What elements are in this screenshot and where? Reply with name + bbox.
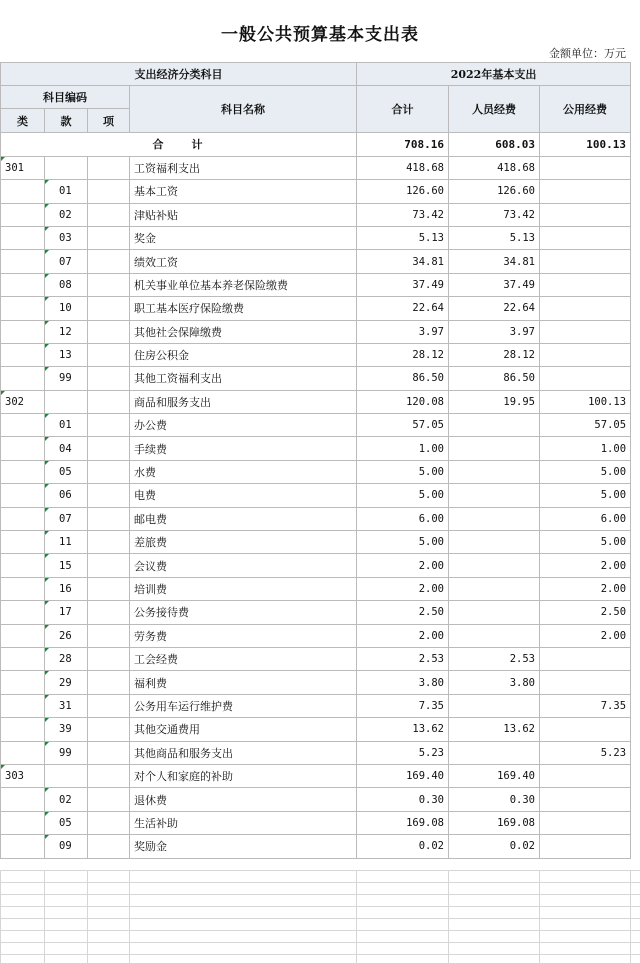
row-kuan: 31	[45, 694, 88, 717]
row-total: 5.00	[357, 460, 449, 483]
row-total: 0.30	[357, 788, 449, 811]
row-staff	[449, 414, 540, 437]
row-subject-name: 其他商品和服务支出	[130, 741, 357, 764]
row-staff: 126.60	[449, 180, 540, 203]
row-total: 34.81	[357, 250, 449, 273]
row-staff: 0.30	[449, 788, 540, 811]
row-total: 120.08	[357, 390, 449, 413]
row-public	[540, 156, 631, 179]
table-row	[1, 437, 631, 460]
row-public	[540, 647, 631, 670]
row-public	[540, 273, 631, 296]
row-xiang	[88, 460, 130, 483]
row-public	[540, 343, 631, 366]
table-row	[1, 180, 631, 203]
row-total: 5.00	[357, 531, 449, 554]
header-lei: 类	[1, 109, 45, 132]
table-row	[1, 601, 631, 624]
row-xiang	[88, 203, 130, 226]
row-public: 6.00	[540, 507, 631, 530]
row-total: 22.64	[357, 297, 449, 320]
header-subject-name: 科目名称	[130, 86, 357, 133]
table-row	[1, 203, 631, 226]
row-xiang	[88, 694, 130, 717]
row-subject-name: 其他社会保障缴费	[130, 320, 357, 343]
header-staff-cost: 人员经费	[449, 86, 540, 133]
row-total: 2.00	[357, 554, 449, 577]
row-public	[540, 367, 631, 390]
row-xiang	[88, 624, 130, 647]
row-subject-name: 奖金	[130, 226, 357, 249]
row-lei	[1, 554, 45, 577]
row-public	[540, 226, 631, 249]
row-xiang	[88, 226, 130, 249]
row-lei	[1, 226, 45, 249]
row-public: 5.00	[540, 531, 631, 554]
header-xiang: 项	[88, 109, 130, 132]
table-row	[1, 250, 631, 273]
row-kuan: 06	[45, 484, 88, 507]
row-kuan: 08	[45, 273, 88, 296]
table-row	[1, 343, 631, 366]
row-total: 2.53	[357, 647, 449, 670]
row-staff	[449, 554, 540, 577]
row-xiang	[88, 437, 130, 460]
row-staff	[449, 507, 540, 530]
row-xiang	[88, 718, 130, 741]
row-public: 7.35	[540, 694, 631, 717]
row-staff: 13.62	[449, 718, 540, 741]
row-kuan: 17	[45, 601, 88, 624]
row-kuan: 10	[45, 297, 88, 320]
row-xiang	[88, 647, 130, 670]
row-lei	[1, 484, 45, 507]
row-xiang	[88, 414, 130, 437]
row-kuan: 01	[45, 414, 88, 437]
row-lei	[1, 180, 45, 203]
row-lei	[1, 203, 45, 226]
total-public: 100.13	[540, 132, 631, 156]
row-kuan: 11	[45, 531, 88, 554]
row-staff	[449, 437, 540, 460]
row-total: 13.62	[357, 718, 449, 741]
total-staff: 608.03	[449, 132, 540, 156]
row-xiang	[88, 250, 130, 273]
row-staff: 0.02	[449, 835, 540, 858]
grid-line	[539, 870, 540, 963]
row-lei	[1, 624, 45, 647]
row-subject-name: 邮电费	[130, 507, 357, 530]
row-lei	[1, 835, 45, 858]
row-total: 5.23	[357, 741, 449, 764]
row-xiang	[88, 320, 130, 343]
row-public: 1.00	[540, 437, 631, 460]
row-subject-name: 培训费	[130, 577, 357, 600]
table-row	[1, 156, 631, 179]
row-xiang	[88, 390, 130, 413]
table-row	[1, 320, 631, 343]
row-total: 28.12	[357, 343, 449, 366]
row-staff: 2.53	[449, 647, 540, 670]
table-row	[1, 788, 631, 811]
row-xiang	[88, 343, 130, 366]
row-kuan: 12	[45, 320, 88, 343]
row-lei: 301	[1, 156, 45, 179]
row-lei: 302	[1, 390, 45, 413]
table-row	[1, 718, 631, 741]
header-economic-class: 支出经济分类科目	[1, 63, 357, 86]
row-public: 57.05	[540, 414, 631, 437]
row-lei	[1, 531, 45, 554]
row-xiang	[88, 297, 130, 320]
row-lei	[1, 343, 45, 366]
row-staff	[449, 624, 540, 647]
row-kuan: 05	[45, 460, 88, 483]
row-total: 5.00	[357, 484, 449, 507]
total-label: 合 计	[1, 132, 357, 156]
row-kuan: 01	[45, 180, 88, 203]
row-public: 2.00	[540, 624, 631, 647]
row-subject-name: 基本工资	[130, 180, 357, 203]
row-lei	[1, 694, 45, 717]
row-public	[540, 320, 631, 343]
row-public: 5.00	[540, 484, 631, 507]
row-staff: 418.68	[449, 156, 540, 179]
table-row	[1, 764, 631, 787]
row-xiang	[88, 507, 130, 530]
table-row	[1, 811, 631, 834]
row-kuan: 28	[45, 647, 88, 670]
row-staff: 37.49	[449, 273, 540, 296]
row-lei	[1, 718, 45, 741]
row-xiang	[88, 273, 130, 296]
row-lei	[1, 601, 45, 624]
row-total: 1.00	[357, 437, 449, 460]
row-public	[540, 764, 631, 787]
row-subject-name: 其他工资福利支出	[130, 367, 357, 390]
row-total: 3.80	[357, 671, 449, 694]
row-staff: 28.12	[449, 343, 540, 366]
row-kuan: 04	[45, 437, 88, 460]
row-subject-name: 电费	[130, 484, 357, 507]
grid-line	[630, 870, 631, 963]
row-subject-name: 手续费	[130, 437, 357, 460]
row-kuan: 99	[45, 367, 88, 390]
row-lei	[1, 250, 45, 273]
row-subject-name: 机关事业单位基本养老保险缴费	[130, 273, 357, 296]
row-total: 5.13	[357, 226, 449, 249]
row-staff: 169.40	[449, 764, 540, 787]
row-public	[540, 297, 631, 320]
row-total: 86.50	[357, 367, 449, 390]
row-xiang	[88, 741, 130, 764]
row-kuan: 05	[45, 811, 88, 834]
row-public	[540, 671, 631, 694]
row-xiang	[88, 764, 130, 787]
header-basic-expenditure: 2022年基本支出	[357, 63, 631, 86]
grid-line	[129, 870, 130, 963]
row-total: 126.60	[357, 180, 449, 203]
row-xiang	[88, 484, 130, 507]
row-subject-name: 津贴补贴	[130, 203, 357, 226]
row-staff: 22.64	[449, 297, 540, 320]
row-total: 418.68	[357, 156, 449, 179]
row-lei	[1, 788, 45, 811]
row-subject-name: 其他交通费用	[130, 718, 357, 741]
row-kuan: 13	[45, 343, 88, 366]
row-total: 37.49	[357, 273, 449, 296]
row-staff	[449, 741, 540, 764]
row-kuan	[45, 764, 88, 787]
row-public	[540, 835, 631, 858]
row-subject-name: 住房公积金	[130, 343, 357, 366]
row-staff: 5.13	[449, 226, 540, 249]
grid-line	[87, 870, 88, 963]
grid-line	[44, 870, 45, 963]
row-staff: 86.50	[449, 367, 540, 390]
row-kuan: 02	[45, 788, 88, 811]
row-xiang	[88, 156, 130, 179]
table-row	[1, 647, 631, 670]
row-total: 2.00	[357, 577, 449, 600]
row-public	[540, 203, 631, 226]
amount-unit: 金额单位：万元	[549, 47, 626, 60]
row-total: 6.00	[357, 507, 449, 530]
row-subject-name: 职工基本医疗保险缴费	[130, 297, 357, 320]
header-kuan: 款	[45, 109, 88, 132]
row-kuan: 29	[45, 671, 88, 694]
row-total: 2.50	[357, 601, 449, 624]
row-subject-name: 绩效工资	[130, 250, 357, 273]
row-lei	[1, 273, 45, 296]
row-kuan: 15	[45, 554, 88, 577]
row-subject-name: 水费	[130, 460, 357, 483]
table-row	[1, 835, 631, 858]
row-total: 3.97	[357, 320, 449, 343]
row-xiang	[88, 671, 130, 694]
table-row	[1, 507, 631, 530]
row-lei	[1, 577, 45, 600]
row-staff: 19.95	[449, 390, 540, 413]
table-row	[1, 531, 631, 554]
row-subject-name: 工资福利支出	[130, 156, 357, 179]
row-public	[540, 718, 631, 741]
row-staff: 73.42	[449, 203, 540, 226]
table-row	[1, 554, 631, 577]
empty-sheet-grid	[0, 870, 640, 963]
row-lei	[1, 367, 45, 390]
row-public: 2.00	[540, 577, 631, 600]
table-row	[1, 297, 631, 320]
header-code-group: 科目编码	[1, 86, 130, 109]
row-lei	[1, 647, 45, 670]
row-kuan: 26	[45, 624, 88, 647]
table-row	[1, 694, 631, 717]
row-xiang	[88, 180, 130, 203]
row-staff: 34.81	[449, 250, 540, 273]
row-kuan: 02	[45, 203, 88, 226]
row-lei	[1, 741, 45, 764]
row-total: 73.42	[357, 203, 449, 226]
budget-table	[0, 62, 631, 859]
row-staff	[449, 577, 540, 600]
row-staff: 3.80	[449, 671, 540, 694]
table-row	[1, 741, 631, 764]
row-staff	[449, 694, 540, 717]
page-title: 一般公共预算基本支出表	[221, 25, 419, 45]
row-subject-name: 退休费	[130, 788, 357, 811]
row-staff: 169.08	[449, 811, 540, 834]
grid-line	[448, 870, 449, 963]
row-subject-name: 差旅费	[130, 531, 357, 554]
row-public	[540, 180, 631, 203]
row-kuan: 09	[45, 835, 88, 858]
row-kuan: 03	[45, 226, 88, 249]
table-row	[1, 671, 631, 694]
table-row	[1, 273, 631, 296]
row-lei	[1, 437, 45, 460]
row-total: 169.40	[357, 764, 449, 787]
row-total: 0.02	[357, 835, 449, 858]
row-lei: 303	[1, 764, 45, 787]
row-lei	[1, 297, 45, 320]
row-subject-name: 公务接待费	[130, 601, 357, 624]
row-public	[540, 788, 631, 811]
row-xiang	[88, 554, 130, 577]
row-kuan: 99	[45, 741, 88, 764]
row-kuan	[45, 156, 88, 179]
row-xiang	[88, 367, 130, 390]
row-public	[540, 811, 631, 834]
row-subject-name: 公务用车运行维护费	[130, 694, 357, 717]
row-xiang	[88, 577, 130, 600]
row-lei	[1, 460, 45, 483]
table-row	[1, 414, 631, 437]
row-subject-name: 对个人和家庭的补助	[130, 764, 357, 787]
row-xiang	[88, 835, 130, 858]
row-public: 5.00	[540, 460, 631, 483]
row-subject-name: 生活补助	[130, 811, 357, 834]
total-amount: 708.16	[357, 132, 449, 156]
row-total: 57.05	[357, 414, 449, 437]
table-row	[1, 226, 631, 249]
row-public: 100.13	[540, 390, 631, 413]
table-row	[1, 390, 631, 413]
row-kuan: 39	[45, 718, 88, 741]
row-staff	[449, 460, 540, 483]
table-row	[1, 577, 631, 600]
row-public: 2.50	[540, 601, 631, 624]
grid-line	[356, 870, 357, 963]
row-total: 169.08	[357, 811, 449, 834]
row-lei	[1, 811, 45, 834]
row-subject-name: 劳务费	[130, 624, 357, 647]
row-staff: 3.97	[449, 320, 540, 343]
row-public: 5.23	[540, 741, 631, 764]
row-lei	[1, 320, 45, 343]
row-staff	[449, 531, 540, 554]
row-xiang	[88, 811, 130, 834]
row-kuan: 07	[45, 507, 88, 530]
row-total: 2.00	[357, 624, 449, 647]
row-lei	[1, 507, 45, 530]
row-kuan: 16	[45, 577, 88, 600]
row-subject-name: 工会经费	[130, 647, 357, 670]
row-subject-name: 商品和服务支出	[130, 390, 357, 413]
table-row	[1, 624, 631, 647]
row-staff	[449, 601, 540, 624]
row-subject-name: 办公费	[130, 414, 357, 437]
row-public	[540, 250, 631, 273]
row-lei	[1, 414, 45, 437]
header-total: 合计	[357, 86, 449, 133]
table-row	[1, 367, 631, 390]
row-xiang	[88, 601, 130, 624]
row-kuan	[45, 390, 88, 413]
row-public: 2.00	[540, 554, 631, 577]
row-xiang	[88, 531, 130, 554]
row-staff	[449, 484, 540, 507]
row-subject-name: 奖励金	[130, 835, 357, 858]
row-xiang	[88, 788, 130, 811]
table-row	[1, 484, 631, 507]
total-row	[1, 132, 631, 156]
row-subject-name: 福利费	[130, 671, 357, 694]
row-subject-name: 会议费	[130, 554, 357, 577]
table-row	[1, 460, 631, 483]
header-public-cost: 公用经费	[540, 86, 631, 133]
row-kuan: 07	[45, 250, 88, 273]
row-total: 7.35	[357, 694, 449, 717]
row-lei	[1, 671, 45, 694]
